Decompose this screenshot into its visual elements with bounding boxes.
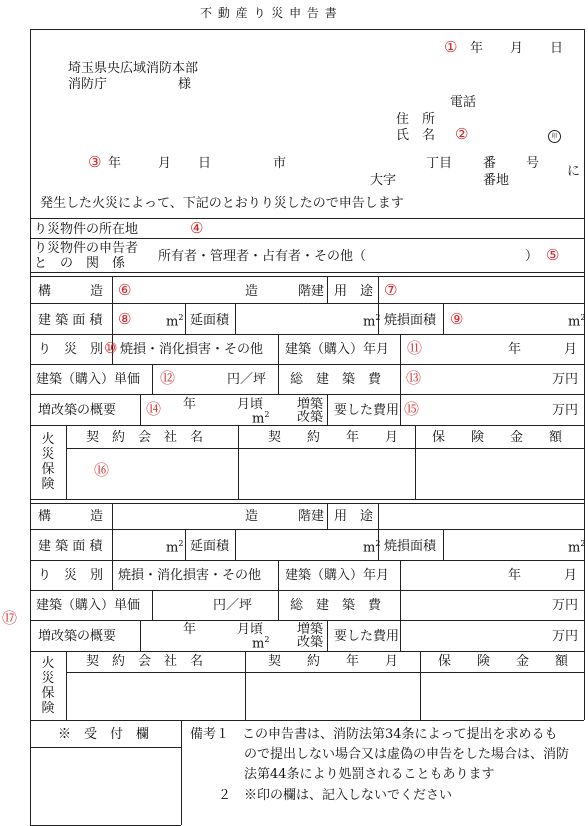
total-cost-label-2: 総 建 築 費 xyxy=(290,598,382,613)
relation-options[interactable]: 所有者・管理者・占有者・その他（ xyxy=(158,249,367,264)
addressee-line2: 消防庁 xyxy=(68,77,108,92)
marker-14: ⑭ xyxy=(146,400,162,418)
marker-17: ⑰ xyxy=(2,609,18,627)
remarks-line2: ので提出しない場合又は虚偽の申告をした場合は、消防 xyxy=(244,747,570,762)
renovation-label: 増改築の概要 xyxy=(38,403,117,418)
unit-price-unit: 円／坪 xyxy=(227,372,267,387)
structure-zou: 造 xyxy=(245,284,259,299)
insurance-contract-label-2: 契 約 年 月 xyxy=(268,654,399,669)
built-year-label-2: 建築（購入）年月 xyxy=(285,568,390,583)
burn-area-unit: $m^2$ xyxy=(568,313,586,330)
chome-label: 丁目 xyxy=(426,156,453,171)
structure-kaidate: 階建 xyxy=(298,284,325,299)
form-title: 不 動 産 り 災 申 告 書 xyxy=(200,6,338,20)
insurance-company-label: 契 約 会 社 名 xyxy=(86,430,204,445)
marker-6: ⑥ xyxy=(118,281,132,299)
go-label: 号 xyxy=(526,156,540,171)
renovation-month-2: 月頃 xyxy=(237,622,264,637)
report-month[interactable]: 月 xyxy=(510,41,524,56)
renovation-kaichiku-2: 改築 xyxy=(297,635,324,650)
addressee-line1: 埼玉県央広域消防本部 xyxy=(68,61,199,76)
relation-close: ） xyxy=(525,249,539,264)
damage-label: り 災 別 xyxy=(38,342,104,357)
renovation-area-unit: $m^2$ xyxy=(252,410,270,427)
marker-11: ⑪ xyxy=(407,339,423,357)
insurance-side-label-2: 火災保険 xyxy=(41,656,55,716)
total-cost-unit: 万円 xyxy=(552,372,579,387)
frame-top xyxy=(30,29,584,30)
marker-16: ⑯ xyxy=(94,461,110,479)
remarks-line4: ２ ※印の欄は、記入しないでください xyxy=(218,788,453,803)
phone-label: 電話 xyxy=(450,95,477,110)
marker-7: ⑦ xyxy=(384,281,398,299)
marker-3: ③ xyxy=(88,153,102,171)
unit-price-label: 建築（購入）単価 xyxy=(36,372,141,387)
marker-1: ① xyxy=(444,38,458,56)
marker-12: ⑫ xyxy=(160,369,176,387)
frame-left xyxy=(30,29,31,825)
built-year-label: 建築（購入）年月 xyxy=(285,342,390,357)
damage-options[interactable]: 焼損・消化損害・その他 xyxy=(120,342,264,357)
built-year-unit-2: 年 xyxy=(508,568,522,583)
total-cost-unit-2: 万円 xyxy=(552,598,579,613)
relation-label-line1: り災物件の申告者 xyxy=(34,241,139,256)
remarks-line1: 備考１ この申告書は、消防法第34条によって提出を求めるも xyxy=(190,727,558,742)
name-label: 氏 名 xyxy=(396,128,436,143)
required-cost-unit: 万円 xyxy=(552,403,579,418)
location-label: り災物件の所在地 xyxy=(34,222,139,237)
insurance-company-label-2: 契 約 会 社 名 xyxy=(86,654,204,669)
renovation-zouchiku-2: 増築 xyxy=(297,622,324,637)
marker-8: ⑧ xyxy=(118,310,132,328)
seal-stamp-icon: 印 xyxy=(548,130,561,143)
renovation-year-2: 年 xyxy=(183,622,197,637)
required-cost-unit-2: 万円 xyxy=(552,629,579,644)
burn-area-unit-2: $m^2$ xyxy=(568,539,586,556)
area-label-2: 建 築 面 積 xyxy=(38,539,103,554)
insurance-amount-label-2: 保 険 金 額 xyxy=(438,654,569,669)
floor-area-unit-2: $m^2$ xyxy=(363,539,381,556)
floor-area-unit: $m^2$ xyxy=(363,313,381,330)
built-month-unit-2: 月 xyxy=(564,568,578,583)
area-label: 建 築 面 積 xyxy=(38,313,103,328)
remarks-line3: 法第44条により処罰されることもあります xyxy=(244,767,495,782)
structure-label-2: 構 造 xyxy=(38,509,104,524)
fire-day[interactable]: 日 xyxy=(198,156,212,171)
marker-13: ⑬ xyxy=(406,369,422,387)
renovation-label-2: 増改築の概要 xyxy=(38,629,117,644)
fire-year[interactable]: 年 xyxy=(108,156,122,171)
city-label: 市 xyxy=(273,156,287,171)
use-label-2: 用 途 xyxy=(334,509,374,524)
reception-label: ※ 受 付 欄 xyxy=(58,727,150,742)
ban-label: 番 xyxy=(483,156,497,171)
renovation-month: 月頃 xyxy=(237,397,264,412)
area-unit: $m^2$ xyxy=(166,313,184,330)
statement-text: 発生した火災によって、下記のとおりり災したので申告します xyxy=(40,196,404,211)
marker-15: ⑮ xyxy=(404,400,420,418)
area-unit-2: $m^2$ xyxy=(166,539,184,556)
structure-kaidate-2: 階建 xyxy=(298,509,325,524)
report-year[interactable]: 年 xyxy=(470,41,484,56)
oaza-label: 大字 xyxy=(370,173,397,188)
marker-2: ② xyxy=(455,125,469,143)
ni-label: に xyxy=(567,164,581,179)
damage-label-2: り 災 別 xyxy=(38,568,104,583)
required-cost-label-2: 要した費用 xyxy=(334,629,400,644)
renovation-zouchiku: 増築 xyxy=(297,397,324,412)
floor-area-label: 延面積 xyxy=(190,313,230,328)
insurance-amount-label: 保 険 金 額 xyxy=(432,430,563,445)
unit-price-unit-2: 円／坪 xyxy=(213,598,253,613)
reception-box[interactable] xyxy=(31,748,180,824)
total-cost-label: 総 建 築 費 xyxy=(290,372,382,387)
insurance-side-label: 火災保険 xyxy=(41,432,55,492)
marker-4: ④ xyxy=(190,219,204,237)
use-label: 用 途 xyxy=(334,284,374,299)
marker-5: ⑤ xyxy=(546,246,560,264)
addressee-sama: 様 xyxy=(178,77,192,92)
renovation-kaichiku: 改築 xyxy=(297,410,324,425)
report-day[interactable]: 日 xyxy=(550,41,564,56)
unit-price-label-2: 建築（購入）単価 xyxy=(36,598,141,613)
renovation-area-unit-2: $m^2$ xyxy=(252,635,270,652)
insurance-contract-label: 契 約 年 月 xyxy=(268,430,399,445)
marker-10: ⑩ xyxy=(104,339,118,357)
renovation-year: 年 xyxy=(183,397,197,412)
burn-area-label-2: 焼損面積 xyxy=(384,539,437,554)
required-cost-label: 要した費用 xyxy=(334,403,400,418)
banchi-label: 番地 xyxy=(483,173,510,188)
structure-label: 構 造 xyxy=(38,284,104,299)
address-label: 住 所 xyxy=(396,112,436,127)
floor-area-label-2: 延面積 xyxy=(190,539,230,554)
marker-9: ⑨ xyxy=(450,310,464,328)
relation-label-line2: と の 関 係 xyxy=(34,256,126,271)
fire-month[interactable]: 月 xyxy=(158,156,172,171)
frame-right xyxy=(584,29,585,720)
burn-area-label: 焼損面積 xyxy=(384,313,437,328)
damage-options-2[interactable]: 焼損・消化損害・その他 xyxy=(118,568,262,583)
built-month-unit: 月 xyxy=(564,342,578,357)
built-year-unit: 年 xyxy=(508,342,522,357)
structure-zou-2: 造 xyxy=(245,509,259,524)
